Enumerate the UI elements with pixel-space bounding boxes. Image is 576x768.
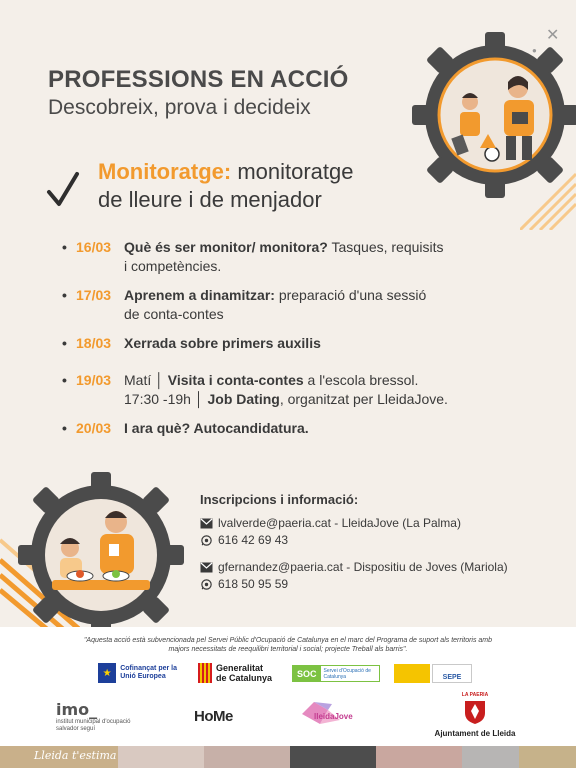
schedule-date: 17/03	[76, 287, 112, 303]
contact-phone[interactable]	[200, 576, 540, 593]
soc-logo	[292, 665, 380, 682]
schedule-date: 16/03	[76, 239, 112, 255]
bullet: •	[62, 420, 67, 436]
senyera-icon	[198, 663, 212, 683]
page-title: PROFESSIONS EN ACCIÓ	[48, 66, 349, 93]
headline-line1: monitoratge	[231, 159, 354, 184]
color-stripe	[290, 746, 376, 768]
schedule-topic: Aprenem a dinamitzar:	[124, 287, 275, 303]
home-logo: HoMe	[194, 708, 233, 725]
schedule-date: 20/03	[76, 420, 112, 436]
schedule-text: preparació d'una sessió	[274, 287, 427, 303]
envelope-icon	[200, 562, 213, 573]
schedule-item	[62, 419, 542, 438]
schedule-date: 19/03	[76, 372, 112, 388]
schedule-text-line2: i competències.	[124, 258, 222, 274]
bullet: •	[62, 372, 67, 388]
schedule-topic-line2: Job Dating	[207, 391, 280, 407]
funding-note: "Aquesta acció està subvencionada pel Servei Públic d'Ocupació de Catalunya en el marc del Programa de suport als territoris amb majors necessitats de reequilibri territorial i social; projecte Treball als barris".	[83, 637, 493, 653]
soc-logo-text: Servei d'Ocupació de Catalunya	[323, 667, 371, 680]
contact-phone[interactable]	[200, 532, 540, 549]
bullet: •	[62, 287, 67, 303]
color-stripe	[462, 746, 519, 768]
contact-email-text: lvalverde@paeria.cat - LleidaJove (La Palma)	[218, 516, 461, 530]
schedule-item	[62, 238, 542, 276]
sparkle-icon: ✕	[546, 27, 560, 44]
bullet: •	[62, 239, 67, 255]
ajl-name-text: Ajuntament de Lleida	[434, 729, 516, 738]
sparkle-dot-icon: ●	[532, 46, 537, 55]
lleidajove-logo	[298, 700, 358, 728]
headline	[98, 158, 354, 214]
schedule-topic: Xerrada sobre primers auxilis	[124, 335, 321, 351]
generalitat-logo	[198, 662, 280, 684]
color-stripe	[519, 746, 576, 768]
contact-email[interactable]	[200, 515, 540, 532]
schedule-pre: Matí │	[124, 372, 168, 388]
schedule-topic: Què és ser monitor/ monitora?	[124, 239, 328, 255]
contact-email-text: gfernandez@paeria.cat - Dispositiu de Joves (Mariola)	[218, 560, 508, 574]
eu-logo	[98, 662, 188, 684]
headline-highlight: Monitoratge:	[98, 159, 232, 184]
sepe-logo	[394, 664, 472, 683]
contact-phone-text: 616 42 69 43	[218, 533, 289, 547]
sepe-mark: SEPE	[432, 664, 472, 683]
schedule-item	[62, 286, 542, 324]
generalitat-logo-text: Generalitat de Catalunya	[216, 663, 273, 683]
schedule-topic: I ara què? Autocandidatura.	[124, 420, 309, 436]
schedule-text: a l'escola bressol.	[303, 372, 419, 388]
lleida-shield-icon	[463, 699, 487, 725]
whatsapp-icon	[200, 535, 213, 546]
lleidajove-logo-text: lleidaJove	[314, 712, 353, 721]
info-title: Inscripcions i informació:	[200, 492, 359, 507]
check-icon	[46, 170, 80, 210]
schedule-text-line2: de conta-contes	[124, 306, 224, 322]
brand-line: Lleida t'estima	[34, 749, 117, 762]
schedule-pre-line2: 17:30 -19h │	[124, 391, 208, 407]
schedule-list	[62, 238, 542, 438]
imo-mark: imo_	[56, 700, 98, 719]
schedule-topic: Visita i conta-contes	[167, 372, 304, 388]
page-subtitle: Descobreix, prova i decideix	[48, 96, 311, 119]
schedule-text-line2: , organitzat per LleidaJove.	[279, 391, 448, 407]
imo-text: institut municipal d'ocupació	[56, 719, 131, 725]
schedule-item	[62, 371, 542, 409]
schedule-item	[62, 334, 542, 353]
color-stripe	[376, 746, 462, 768]
bullet: •	[62, 335, 67, 351]
imo-logo	[56, 700, 166, 733]
imo-text: salvador seguí	[56, 726, 96, 732]
contact-email[interactable]	[200, 559, 540, 576]
color-stripe	[118, 746, 204, 768]
eu-flag-icon: ★	[98, 663, 116, 683]
whatsapp-icon	[200, 579, 213, 590]
headline-line2: de lleure i de menjador	[98, 187, 322, 212]
ajl-top-text: LA PAERIA	[461, 692, 489, 698]
contact-info	[200, 492, 540, 593]
gear-illustration-bottom	[16, 470, 186, 640]
decorative-lines	[520, 150, 576, 230]
envelope-icon	[200, 518, 213, 529]
soc-mark: SOC	[293, 666, 321, 681]
ajuntament-lleida-logo	[430, 692, 520, 738]
color-stripe	[204, 746, 290, 768]
schedule-text: Tasques, requisits	[327, 239, 444, 255]
contact-phone-text: 618 50 95 59	[218, 577, 289, 591]
eu-logo-text: Cofinançat per la Unió Europea	[120, 665, 177, 680]
schedule-date: 18/03	[76, 335, 112, 351]
ministry-mark-icon	[394, 664, 430, 683]
